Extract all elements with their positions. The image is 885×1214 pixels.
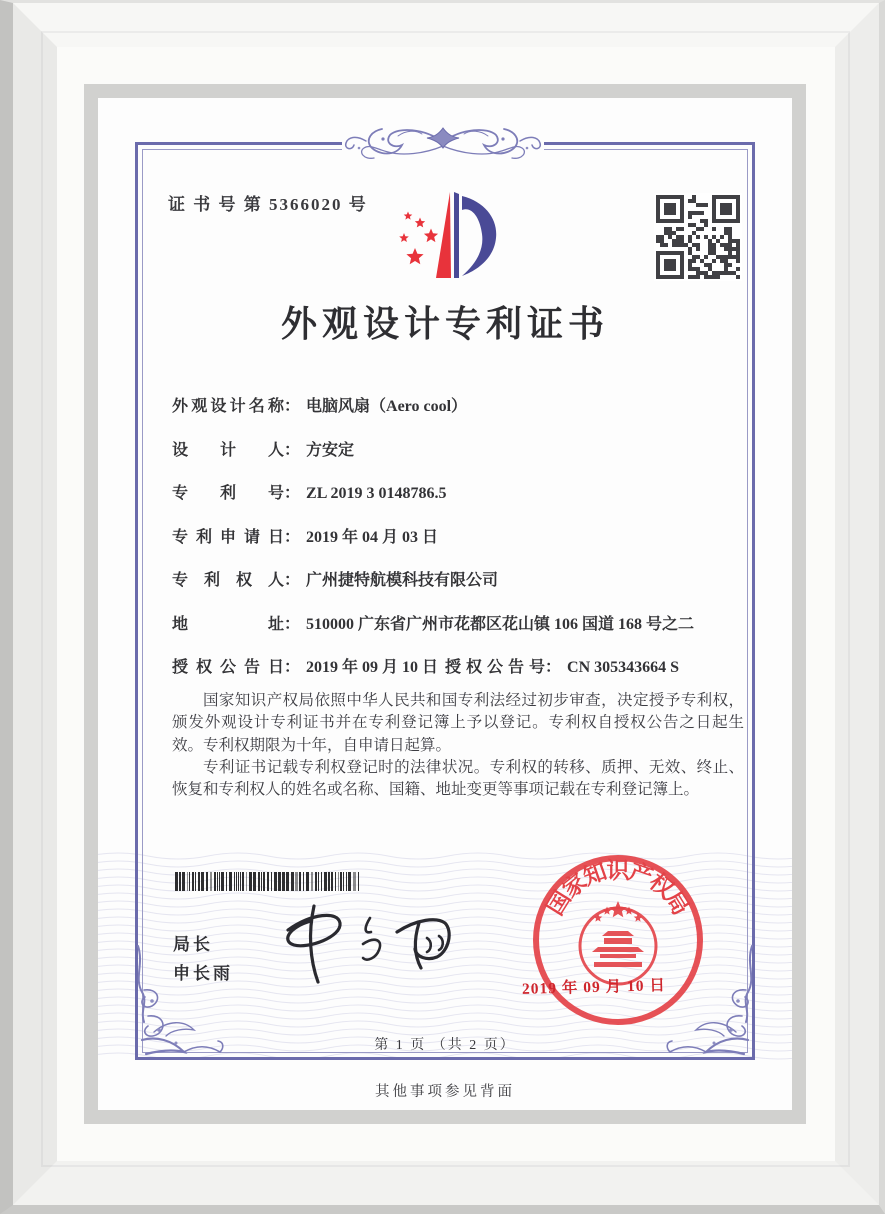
- svg-text:局: 局: [660, 886, 694, 920]
- certificate-paper: [98, 98, 792, 1110]
- certificate-number: 证 书 号 第 5366020 号: [168, 195, 368, 214]
- grant-date-value: 2019 年 09 月 10 日: [306, 659, 439, 676]
- svg-text:家: 家: [557, 868, 592, 903]
- grant-date-label: 授权公告日: [172, 659, 284, 676]
- field-row: [172, 385, 746, 429]
- field-value: 510000 广东省广州市花都区花山镇 106 国道 168 号之二: [306, 615, 695, 633]
- colon: ：: [545, 659, 562, 676]
- field-value: ZL 2019 3 0148786.5: [306, 485, 447, 502]
- svg-text:权: 权: [644, 868, 679, 903]
- barcode-icon: [175, 872, 362, 891]
- field-value: 方安定: [306, 441, 355, 459]
- field-label: 专利申请日: [172, 528, 284, 546]
- colon: ：: [284, 659, 301, 676]
- field-label: 专利权人: [172, 572, 284, 589]
- svg-text:产: 产: [625, 858, 656, 891]
- colon: ：: [284, 615, 301, 633]
- field-label: 专利号: [172, 485, 284, 502]
- back-side-note: 其他事项参见背面: [375, 1084, 515, 1100]
- handwritten-signature-icon: [266, 898, 466, 990]
- cnipa-logo-icon: [390, 186, 505, 286]
- colon: ：: [284, 398, 301, 415]
- field-row: [172, 516, 746, 560]
- paragraph-register: 专利证书记载专利权登记时的法律状况。专利权的转移、质押、无效、终止、恢复和专利权人的姓名或名称、国籍、地址变更等事项记载在专利登记簿上。: [172, 758, 744, 799]
- field-value: 广州捷特航模科技有限公司: [306, 572, 499, 589]
- grant-number-label: 授权公告号: [445, 659, 545, 676]
- certificate-title: 外观设计专利证书: [280, 304, 609, 344]
- grant-row: [172, 646, 746, 690]
- field-row: [172, 429, 746, 473]
- field-value: 2019 年 04 月 03 日: [306, 528, 439, 546]
- grant-number-value: CN 305343664 S: [567, 659, 680, 676]
- svg-text:知: 知: [580, 858, 611, 891]
- field-row: [172, 472, 746, 516]
- cnipa-official-seal-icon: [528, 850, 708, 1030]
- page-number: 第 1 页 （共 2 页）: [374, 1038, 516, 1053]
- colon: ：: [284, 441, 301, 459]
- signer-block: [173, 930, 233, 988]
- field-row: [172, 603, 746, 647]
- field-list: [172, 385, 746, 690]
- seal-date: 2019 年 09 月 10 日: [521, 977, 667, 998]
- svg-text:国: 国: [542, 886, 576, 920]
- grant-number: [445, 646, 679, 690]
- signer-title: 局长: [173, 935, 213, 954]
- legal-paragraphs: [172, 690, 744, 801]
- signer-name: 申长雨: [173, 964, 233, 983]
- colon: ：: [284, 485, 301, 502]
- colon: ：: [284, 572, 301, 589]
- paragraph-grant: 国家知识产权局依照中华人民共和国专利法经过初步审查，决定授予专利权，颁发外观设计专利证书并在专利登记簿上予以登记。专利权自授权公告之日起生效。专利权期限为十年，自申请日起算。: [172, 692, 744, 754]
- qr-code-icon: [654, 193, 742, 281]
- field-value: 电脑风扇（Aero cool）: [306, 398, 468, 415]
- field-label: 地址: [172, 615, 284, 633]
- field-label: 设计人: [172, 441, 284, 459]
- svg-text:识: 识: [606, 858, 630, 883]
- field-row: [172, 559, 746, 603]
- field-label: 外观设计名称: [172, 398, 284, 415]
- colon: ：: [284, 528, 301, 546]
